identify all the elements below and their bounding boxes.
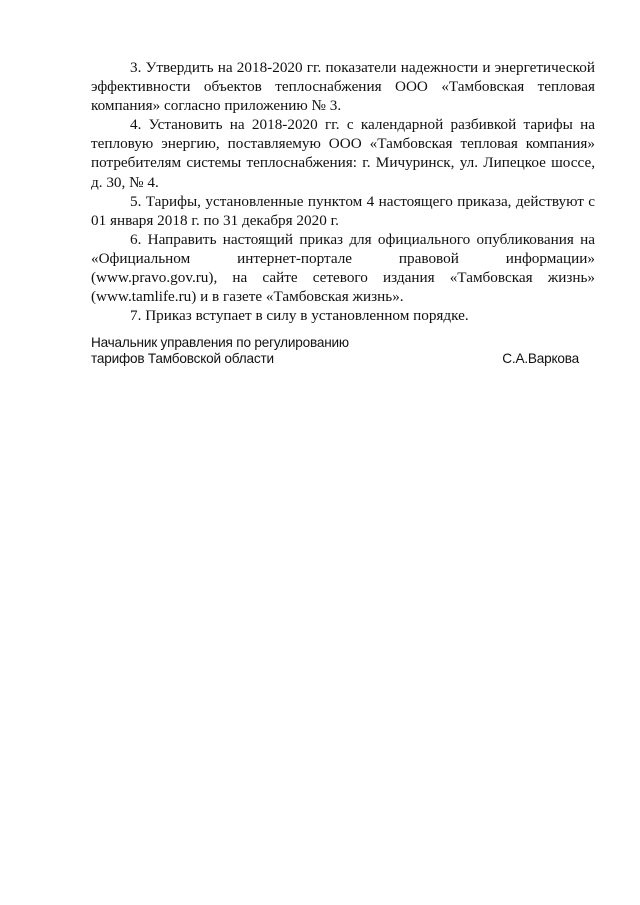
paragraph-item-5: 5. Тарифы, установленные пунктом 4 настоящего приказа, действуют с 01 января 2018 г. по 31 декабря 2020 г. — [91, 192, 595, 229]
paragraph-item-4: 4. Установить на 2018-2020 гг. с календарной разбивкой тарифы на тепловую энергию, поставляемую ООО «Тамбовская тепловая компания» потребителям системы теплоснабжения: г. Мичуринск, ул. Липецкое шоссе, д. 30, № 4. — [91, 116, 595, 191]
signatory-name: С.А.Варкова — [502, 351, 579, 366]
signature-block — [91, 335, 595, 367]
paragraph-item-7: 7. Приказ вступает в силу в установленном порядке. — [130, 307, 469, 325]
signature-row — [91, 351, 595, 367]
paragraph-item-6: 6. Направить настоящий приказ для официального опубликования на «Официальном интернет-портале правовой информации» (www.pravo.gov.ru), на сайте сетевого издания «Тамбовская жизнь» (www.tamlife.ru) и в газете «Тамбовская жизнь». — [91, 230, 595, 306]
signatory-position-line-1: Начальник управления по регулированию — [91, 335, 349, 350]
paragraph-item-3: 3. Утвердить на 2018-2020 гг. показатели надежности и энергетической эффективности объектов теплоснабжения ООО «Тамбовская тепловая компания» согласно приложению № 3. — [91, 59, 595, 115]
signatory-position-line-2: тарифов Тамбовской области — [91, 351, 274, 366]
document-body — [91, 58, 595, 325]
